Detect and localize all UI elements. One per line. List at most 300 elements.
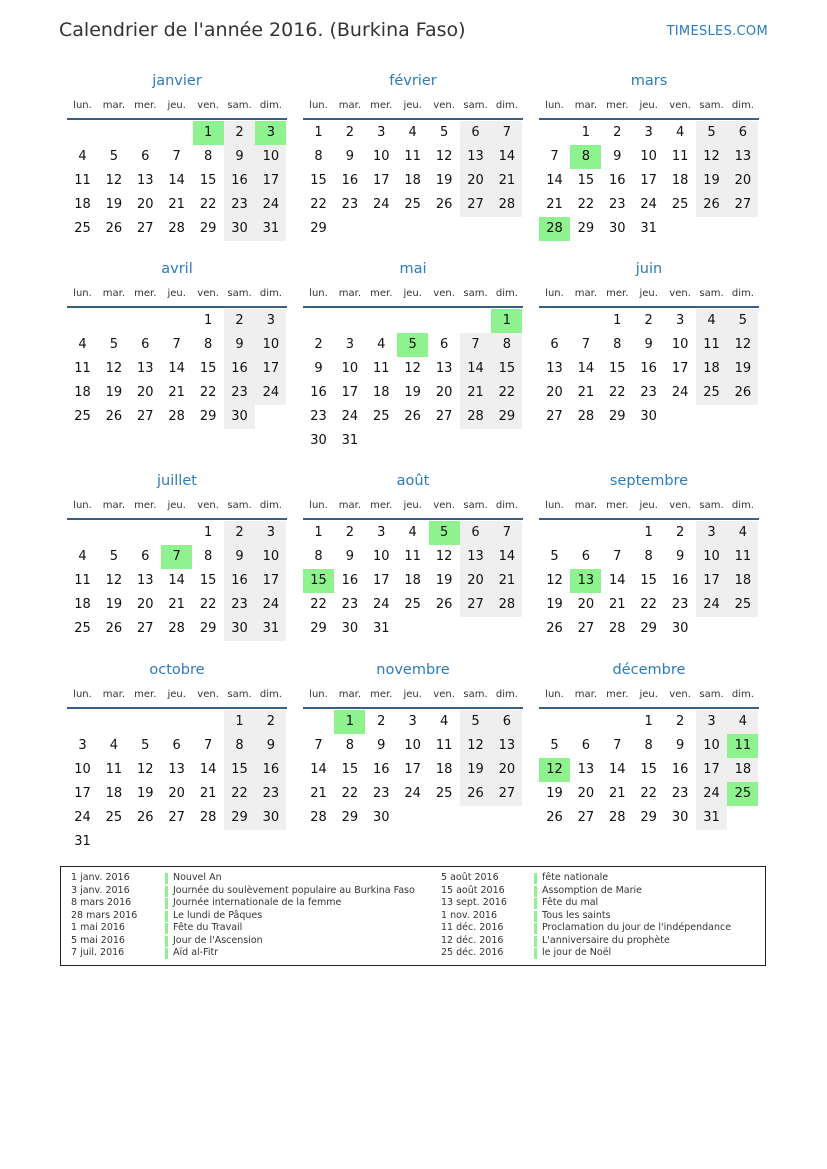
day-cell: 27 <box>460 193 491 217</box>
day-cell: 9 <box>613 149 622 164</box>
weekday-label: lun. <box>545 100 564 111</box>
weekday-label: dim. <box>495 500 518 511</box>
weekday-label: lun. <box>545 288 564 299</box>
weekday-label: ven. <box>433 288 455 299</box>
day-cell: 27 <box>168 810 185 825</box>
day-cell: 23 <box>373 786 390 801</box>
holiday-day-cell: 13 <box>570 569 601 593</box>
day-cell: 4 <box>78 337 87 352</box>
day-cell: 21 <box>491 569 522 593</box>
day-cell: 10 <box>255 545 286 569</box>
day-cell: 27 <box>546 409 563 424</box>
day-cell: 13 <box>137 361 154 376</box>
weekday-label: lun. <box>309 500 328 511</box>
holiday-marker <box>534 948 537 959</box>
day-cell: 10 <box>671 337 689 352</box>
day-cell: 7 <box>172 149 181 164</box>
day-cell: 18 <box>404 573 421 588</box>
holiday-name: Assomption de Marie <box>542 884 643 896</box>
day-cell: 18 <box>74 197 91 212</box>
day-cell: 11 <box>404 549 421 564</box>
day-cell: 27 <box>137 409 154 424</box>
day-cell: 16 <box>341 173 359 188</box>
holiday-name: Proclamation du jour de l'indépendance <box>542 922 732 933</box>
day-cell: 19 <box>727 357 758 381</box>
site-link[interactable]: TIMESLES.COM <box>666 24 768 39</box>
day-cell: 23 <box>341 597 359 612</box>
day-cell: 14 <box>609 762 626 777</box>
day-cell: 24 <box>696 782 727 806</box>
day-cell: 7 <box>491 521 522 545</box>
day-cell: 25 <box>74 409 91 424</box>
day-cell: 14 <box>460 357 491 381</box>
header-rule <box>303 118 523 120</box>
day-cell: 24 <box>373 197 390 212</box>
weekday-label: dim. <box>495 689 518 700</box>
weekday-label: sam. <box>463 689 488 700</box>
day-cell: 10 <box>341 361 359 376</box>
day-cell: 30 <box>255 806 286 830</box>
day-cell: 17 <box>74 786 91 801</box>
day-cell: 14 <box>491 145 522 169</box>
day-cell: 6 <box>141 549 150 564</box>
page-title: Calendrier de l'année 2016. (Burkina Faso) <box>59 19 466 41</box>
day-cell: 27 <box>137 221 154 236</box>
header-rule <box>303 306 523 308</box>
weekday-label: mer. <box>134 500 157 511</box>
day-cell: 22 <box>609 385 626 400</box>
day-cell: 20 <box>435 385 453 400</box>
weekday-label: mar. <box>338 100 362 111</box>
day-cell: 2 <box>675 525 685 540</box>
day-cell: 25 <box>435 786 453 801</box>
day-cell: 29 <box>640 621 657 636</box>
day-cell: 29 <box>609 409 626 424</box>
weekday-label: jeu. <box>639 689 658 700</box>
day-cell: 5 <box>109 337 119 352</box>
header-rule <box>303 707 523 709</box>
holiday-name: L'anniversaire du prophète <box>542 934 670 946</box>
day-cell: 11 <box>727 545 758 569</box>
weekday-label: mar. <box>102 500 126 511</box>
day-cell: 9 <box>377 738 386 753</box>
weekday-label: jeu. <box>403 500 422 511</box>
day-cell: 11 <box>373 361 390 376</box>
day-cell: 5 <box>109 549 119 564</box>
weekday-label: sam. <box>227 689 252 700</box>
day-cell: 29 <box>341 810 359 825</box>
day-cell: 13 <box>435 361 453 376</box>
day-cell: 3 <box>644 125 653 140</box>
day-cell: 20 <box>137 597 154 612</box>
holiday-day-cell: 1 <box>193 121 224 145</box>
holiday-name: Nouvel An <box>173 872 222 883</box>
day-cell: 28 <box>199 810 217 825</box>
day-cell: 27 <box>727 193 758 217</box>
day-cell: 15 <box>491 357 522 381</box>
day-cell: 25 <box>105 810 123 825</box>
weekday-label: mer. <box>370 288 393 299</box>
month-name: juin <box>635 261 663 277</box>
day-cell: 24 <box>341 409 359 424</box>
day-cell: 25 <box>74 221 91 236</box>
day-cell: 6 <box>581 738 591 753</box>
day-cell: 24 <box>74 810 91 825</box>
day-cell: 28 <box>168 621 185 636</box>
weekday-label: sam. <box>699 689 724 700</box>
day-cell: 12 <box>696 145 727 169</box>
day-cell: 22 <box>199 597 217 612</box>
day-cell: 3 <box>255 521 286 545</box>
day-cell: 5 <box>550 549 559 564</box>
day-cell: 30 <box>341 621 359 636</box>
holiday-date: 12 déc. 2016 <box>441 934 504 946</box>
day-cell: 20 <box>491 758 522 782</box>
holiday-marker <box>534 898 537 909</box>
day-cell: 30 <box>609 221 626 236</box>
day-cell: 31 <box>74 834 91 849</box>
weekday-label: jeu. <box>639 500 658 511</box>
month-name: mars <box>630 73 668 89</box>
header-rule <box>539 707 759 709</box>
day-cell: 23 <box>640 385 657 400</box>
holiday-marker <box>165 911 168 922</box>
day-cell: 7 <box>460 333 491 357</box>
day-cell: 23 <box>224 381 255 405</box>
month-name: avril <box>161 261 193 277</box>
day-cell: 2 <box>377 714 386 729</box>
weekday-label: mer. <box>606 689 629 700</box>
day-cell: 29 <box>577 221 595 236</box>
day-cell: 16 <box>224 169 255 193</box>
holiday-name: Tous les saints <box>542 909 611 921</box>
day-cell: 24 <box>404 786 421 801</box>
holiday-name: Journée du soulèvement populaire au Burkina Faso <box>173 884 415 896</box>
day-cell: 7 <box>550 149 559 164</box>
day-cell: 12 <box>137 762 154 777</box>
day-cell: 4 <box>78 149 87 164</box>
day-cell: 4 <box>377 337 386 352</box>
day-cell: 13 <box>491 734 522 758</box>
day-cell: 8 <box>314 149 323 164</box>
day-cell: 21 <box>168 597 185 612</box>
day-cell: 21 <box>199 786 217 801</box>
day-cell: 26 <box>546 621 563 636</box>
day-cell: 15 <box>199 361 217 376</box>
holiday-name: Fête du mal <box>542 897 599 908</box>
day-cell: 26 <box>137 810 154 825</box>
day-cell: 17 <box>696 758 727 782</box>
header-rule <box>67 707 287 709</box>
weekday-label: jeu. <box>639 100 658 111</box>
day-cell: 26 <box>435 197 453 212</box>
day-cell: 16 <box>640 361 657 376</box>
day-cell: 10 <box>640 149 657 164</box>
day-cell: 14 <box>577 361 595 376</box>
day-cell: 8 <box>203 337 213 352</box>
day-cell: 14 <box>168 361 185 376</box>
holiday-marker <box>165 873 168 884</box>
holiday-date: 15 août 2016 <box>441 884 505 896</box>
day-cell: 23 <box>671 786 689 801</box>
day-cell: 15 <box>577 173 595 188</box>
day-cell: 16 <box>224 569 255 593</box>
day-cell: 11 <box>404 149 421 164</box>
day-cell: 29 <box>640 810 657 825</box>
day-cell: 30 <box>224 617 255 641</box>
weekday-label: lun. <box>545 500 564 511</box>
day-cell: 25 <box>404 597 421 612</box>
day-cell: 7 <box>491 121 522 145</box>
holiday-marker <box>165 923 168 934</box>
weekday-label: mar. <box>102 689 126 700</box>
day-cell: 1 <box>203 313 213 328</box>
day-cell: 9 <box>224 145 255 169</box>
day-cell: 11 <box>74 573 91 588</box>
day-cell: 19 <box>105 597 123 612</box>
day-cell: 5 <box>141 738 150 753</box>
day-cell: 19 <box>105 197 123 212</box>
day-cell: 5 <box>460 710 491 734</box>
day-cell: 11 <box>105 762 123 777</box>
day-cell: 23 <box>671 597 689 612</box>
day-cell: 23 <box>310 409 327 424</box>
day-cell: 17 <box>255 169 286 193</box>
weekday-label: dim. <box>731 100 754 111</box>
holiday-name: Fête du Travail <box>173 922 243 933</box>
day-cell: 2 <box>644 313 653 328</box>
day-cell: 18 <box>404 173 421 188</box>
day-cell: 26 <box>546 810 563 825</box>
month-name: octobre <box>149 662 205 678</box>
weekday-label: dim. <box>259 689 282 700</box>
day-cell: 30 <box>224 217 255 241</box>
day-cell: 3 <box>696 521 727 545</box>
day-cell: 20 <box>137 197 154 212</box>
day-cell: 2 <box>675 714 685 729</box>
holiday-day-cell: 1 <box>334 710 365 734</box>
day-cell: 22 <box>341 786 359 801</box>
weekday-label: mar. <box>574 689 598 700</box>
day-cell: 3 <box>78 738 87 753</box>
day-cell: 21 <box>168 385 185 400</box>
day-cell: 24 <box>255 593 286 617</box>
day-cell: 18 <box>727 569 758 593</box>
weekday-label: dim. <box>731 288 754 299</box>
weekday-label: ven. <box>197 288 219 299</box>
header-rule <box>303 518 523 520</box>
day-cell: 22 <box>640 786 657 801</box>
day-cell: 28 <box>491 593 522 617</box>
day-cell: 4 <box>78 549 87 564</box>
day-cell: 24 <box>373 597 390 612</box>
day-cell: 29 <box>199 621 217 636</box>
day-cell: 1 <box>644 714 653 729</box>
day-cell: 16 <box>224 357 255 381</box>
month-name: août <box>396 473 430 489</box>
holiday-day-cell: 25 <box>727 782 758 806</box>
weekday-label: ven. <box>669 500 691 511</box>
day-cell: 19 <box>696 169 727 193</box>
weekday-label: lun. <box>73 288 92 299</box>
holiday-marker <box>534 936 537 947</box>
day-cell: 17 <box>373 573 390 588</box>
day-cell: 2 <box>314 337 323 352</box>
weekday-label: jeu. <box>167 689 186 700</box>
weekday-label: mer. <box>370 689 393 700</box>
day-cell: 4 <box>696 309 727 333</box>
weekday-label: ven. <box>433 100 455 111</box>
weekday-label: mer. <box>606 100 629 111</box>
day-cell: 12 <box>435 549 453 564</box>
holiday-date: 8 mars 2016 <box>71 897 132 908</box>
day-cell: 2 <box>224 521 255 545</box>
day-cell: 30 <box>640 409 657 424</box>
day-cell: 30 <box>310 433 327 448</box>
holiday-date: 1 mai 2016 <box>71 922 125 933</box>
day-cell: 5 <box>439 125 449 140</box>
day-cell: 20 <box>460 569 491 593</box>
day-cell: 2 <box>255 710 286 734</box>
day-cell: 13 <box>137 173 154 188</box>
day-cell: 23 <box>224 593 255 617</box>
day-cell: 15 <box>199 573 217 588</box>
weekday-label: mer. <box>370 500 393 511</box>
day-cell: 25 <box>727 593 758 617</box>
weekday-label: sam. <box>463 100 488 111</box>
day-cell: 8 <box>345 738 355 753</box>
holiday-date: 7 juil. 2016 <box>71 947 125 958</box>
day-cell: 12 <box>105 573 123 588</box>
day-cell: 14 <box>199 762 217 777</box>
weekday-label: dim. <box>731 500 754 511</box>
day-cell: 10 <box>696 734 727 758</box>
holiday-legend <box>60 866 766 966</box>
day-cell: 14 <box>310 762 327 777</box>
day-cell: 11 <box>74 173 91 188</box>
day-cell: 10 <box>255 333 286 357</box>
day-cell: 1 <box>613 313 622 328</box>
weekday-label: jeu. <box>403 100 422 111</box>
holiday-day-cell: 5 <box>429 521 460 545</box>
day-cell: 15 <box>310 173 327 188</box>
weekday-label: lun. <box>545 689 564 700</box>
weekday-label: sam. <box>463 500 488 511</box>
holiday-name: fête nationale <box>542 872 609 883</box>
day-cell: 31 <box>640 221 657 236</box>
day-cell: 13 <box>460 545 491 569</box>
day-cell: 1 <box>644 525 653 540</box>
day-cell: 21 <box>577 385 595 400</box>
day-cell: 13 <box>577 762 595 777</box>
day-cell: 15 <box>341 762 359 777</box>
weekday-label: lun. <box>309 689 328 700</box>
day-cell: 9 <box>675 549 685 564</box>
day-cell: 2 <box>345 525 355 540</box>
holiday-day-cell: 3 <box>255 121 286 145</box>
day-cell: 20 <box>137 385 154 400</box>
weekday-label: dim. <box>495 100 518 111</box>
day-cell: 3 <box>377 525 386 540</box>
day-cell: 10 <box>74 762 91 777</box>
day-cell: 7 <box>613 738 622 753</box>
holiday-name: Journée internationale de la femme <box>173 897 342 908</box>
day-cell: 10 <box>373 549 390 564</box>
weekday-label: jeu. <box>403 689 422 700</box>
day-cell: 17 <box>341 385 359 400</box>
day-cell: 19 <box>137 786 154 801</box>
day-cell: 31 <box>255 217 286 241</box>
day-cell: 31 <box>255 617 286 641</box>
month-name: septembre <box>609 473 689 489</box>
day-cell: 27 <box>137 621 154 636</box>
weekday-label: lun. <box>309 100 328 111</box>
day-cell: 30 <box>671 621 689 636</box>
day-cell: 26 <box>460 782 491 806</box>
day-cell: 31 <box>373 621 390 636</box>
day-cell: 6 <box>172 738 181 753</box>
day-cell: 18 <box>696 357 727 381</box>
day-cell: 20 <box>460 169 491 193</box>
weekday-label: ven. <box>669 288 691 299</box>
day-cell: 16 <box>310 385 327 400</box>
day-cell: 28 <box>168 409 185 424</box>
weekday-label: ven. <box>197 100 219 111</box>
day-cell: 22 <box>491 381 522 405</box>
day-cell: 2 <box>224 121 255 145</box>
day-cell: 30 <box>224 405 255 429</box>
weekday-label: lun. <box>73 100 92 111</box>
day-cell: 28 <box>460 405 491 429</box>
month-name: mai <box>399 261 427 277</box>
day-cell: 24 <box>696 593 727 617</box>
day-cell: 8 <box>613 337 622 352</box>
day-cell: 19 <box>460 758 491 782</box>
day-cell: 10 <box>373 149 390 164</box>
weekday-label: jeu. <box>167 100 186 111</box>
day-cell: 20 <box>577 597 595 612</box>
day-cell: 15 <box>609 361 626 376</box>
day-cell: 17 <box>404 762 421 777</box>
day-cell: 5 <box>727 309 758 333</box>
day-cell: 19 <box>546 786 563 801</box>
weekday-label: sam. <box>463 288 488 299</box>
day-cell: 6 <box>550 337 559 352</box>
day-cell: 8 <box>203 549 213 564</box>
day-cell: 26 <box>105 409 123 424</box>
day-cell: 13 <box>168 762 185 777</box>
holiday-day-cell: 12 <box>539 758 570 782</box>
weekday-label: ven. <box>433 500 455 511</box>
day-cell: 25 <box>696 381 727 405</box>
day-cell: 21 <box>609 597 626 612</box>
day-cell: 4 <box>727 710 758 734</box>
day-cell: 19 <box>435 573 453 588</box>
day-cell: 21 <box>168 197 185 212</box>
weekday-label: sam. <box>227 100 252 111</box>
day-cell: 27 <box>577 810 595 825</box>
day-cell: 8 <box>491 333 522 357</box>
holiday-date: 13 sept. 2016 <box>441 897 507 908</box>
day-cell: 18 <box>373 385 390 400</box>
day-cell: 16 <box>609 173 626 188</box>
day-cell: 11 <box>435 738 453 753</box>
weekday-label: ven. <box>197 500 219 511</box>
day-cell: 28 <box>577 409 595 424</box>
day-cell: 18 <box>74 597 91 612</box>
day-cell: 1 <box>581 125 591 140</box>
day-cell: 3 <box>675 313 685 328</box>
